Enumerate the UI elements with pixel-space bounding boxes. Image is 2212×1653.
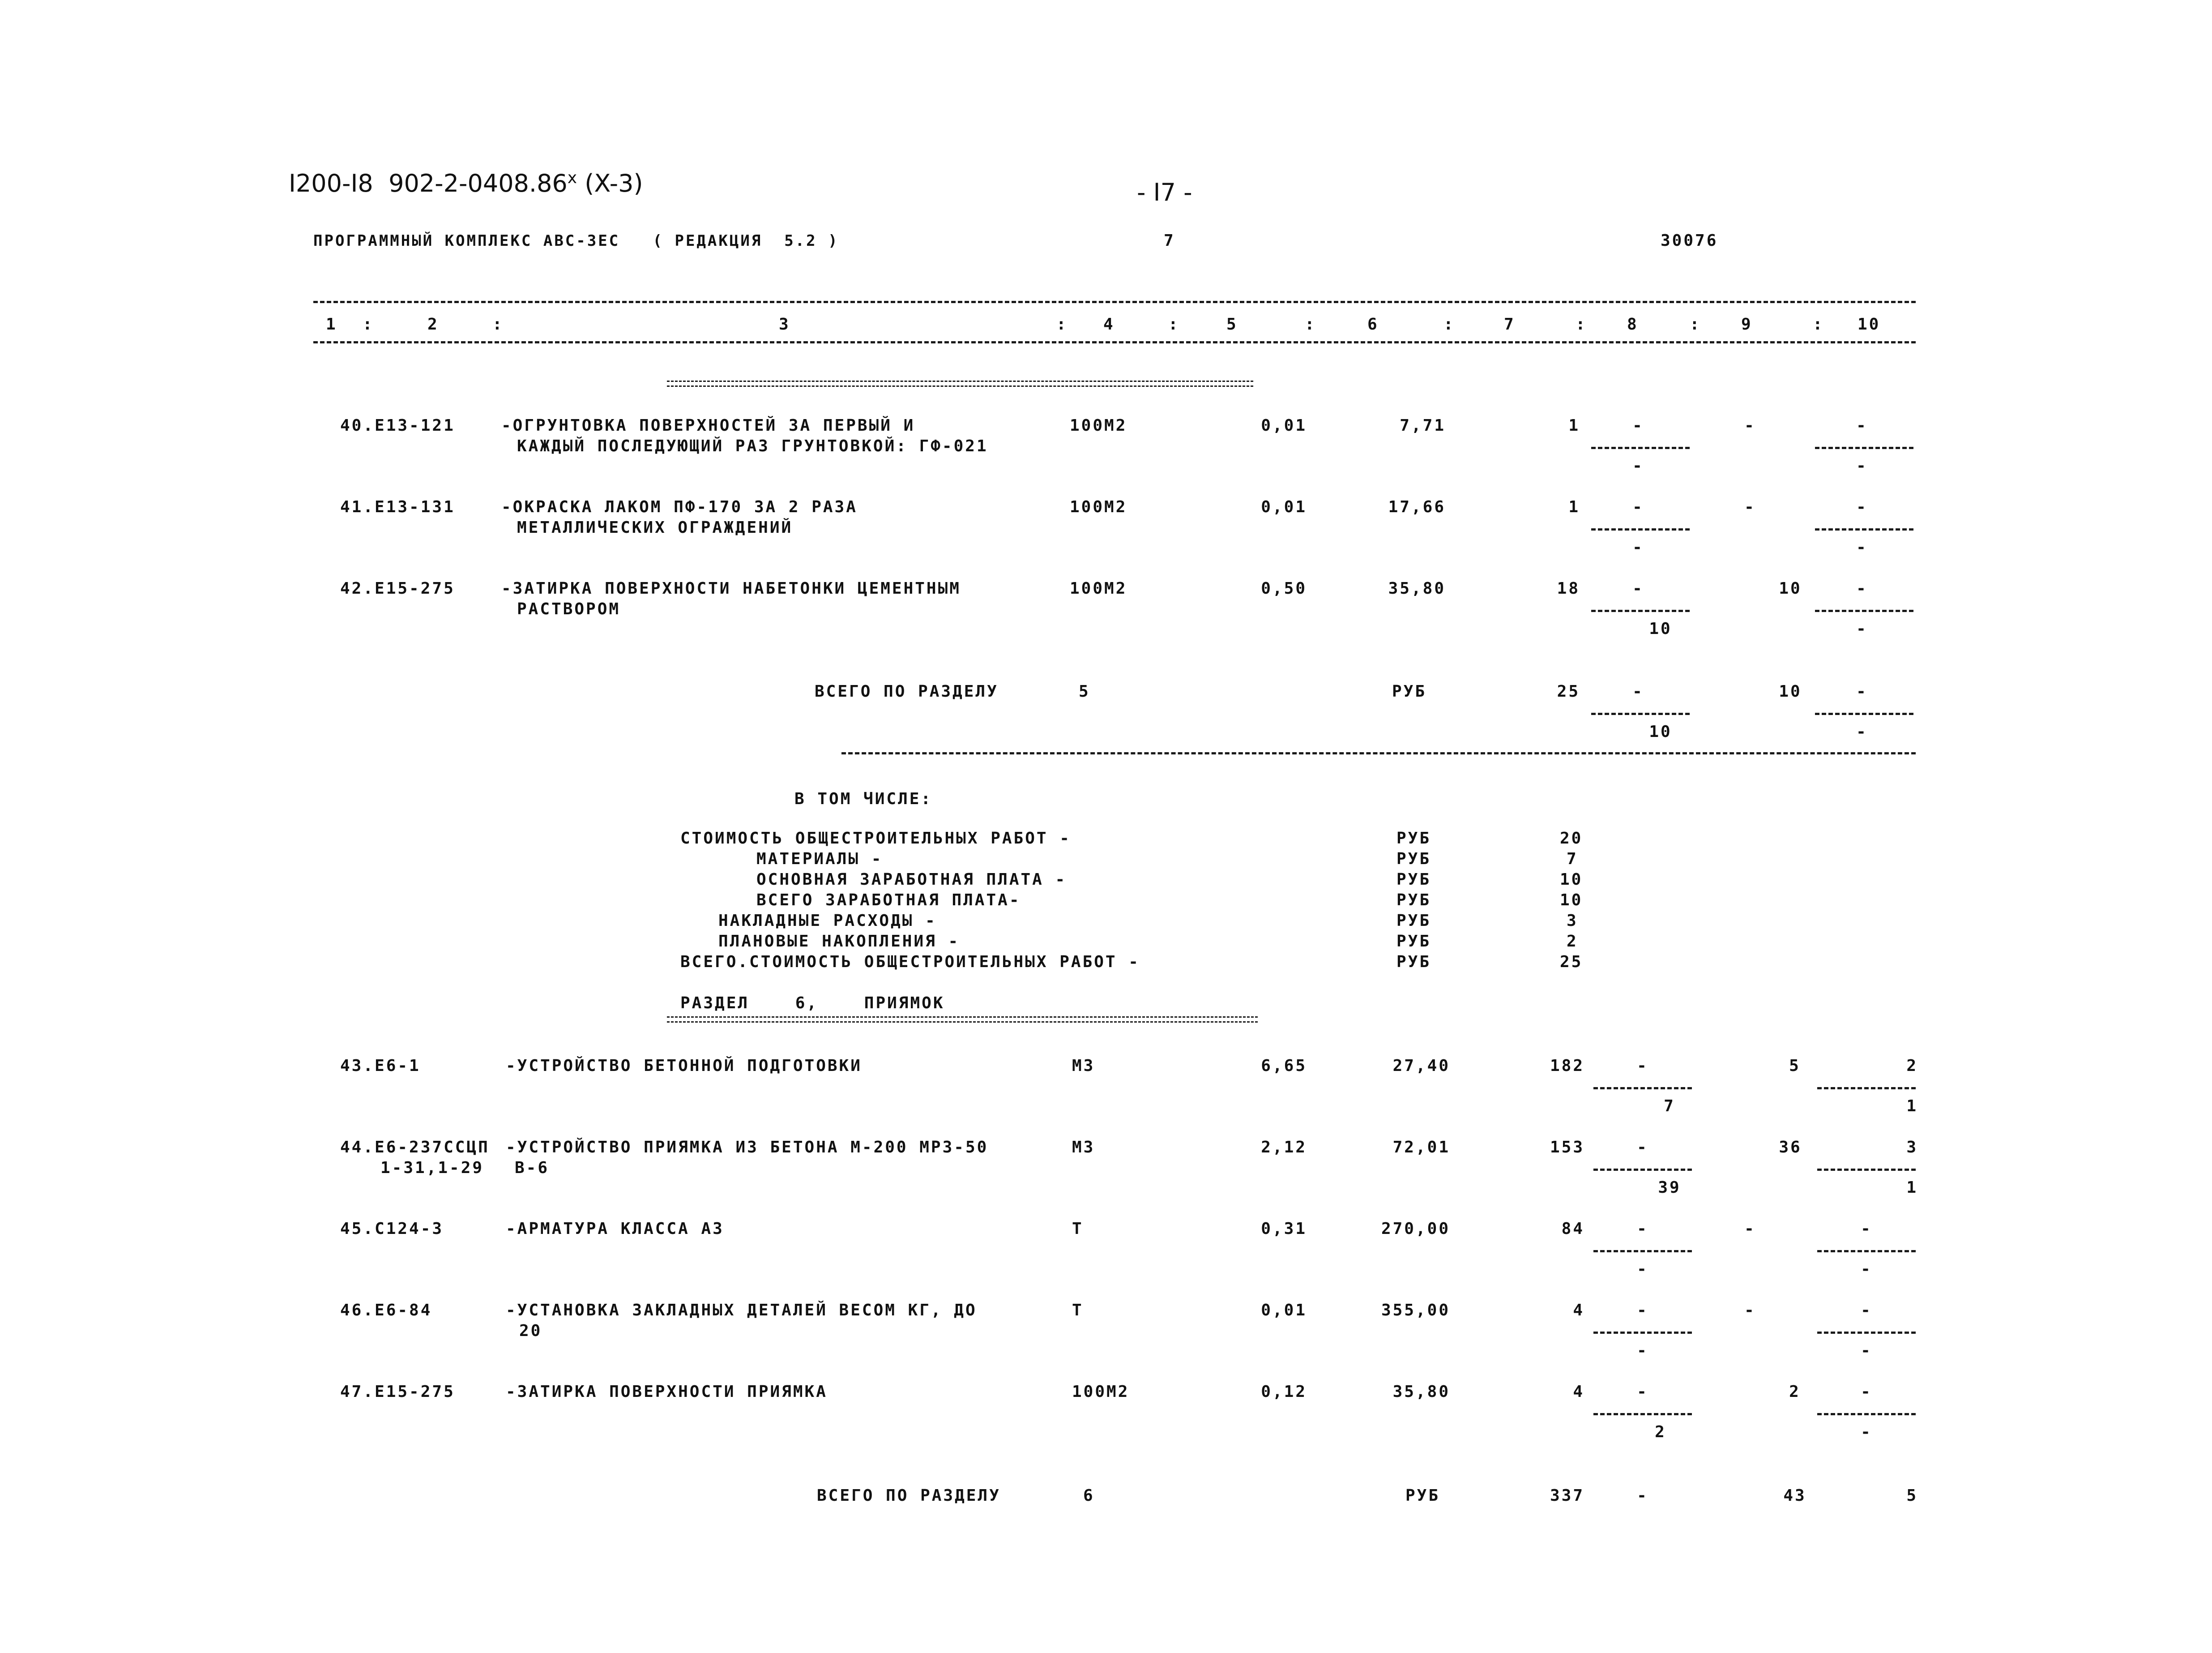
row-col10-top: - — [1856, 498, 1868, 516]
row-total: 84 — [1561, 1220, 1584, 1238]
row-unit-price: 7,71 — [1400, 416, 1446, 435]
breakdown-value: 25 — [1560, 953, 1583, 971]
row-col8-top: - — [1632, 498, 1644, 516]
section-total-col9: 43 — [1783, 1486, 1806, 1505]
section-heading: РАЗДЕЛ 6, ПРИЯМОК — [680, 994, 945, 1012]
row-unit-price: 270,00 — [1381, 1220, 1450, 1238]
row-col9: - — [1744, 416, 1756, 435]
column-separator: : — [1443, 315, 1455, 334]
row-col10-top: 3 — [1906, 1138, 1918, 1156]
row-description: -УСТАНОВКА ЗАКЛАДНЫХ ДЕТАЛЕЙ ВЕСОМ КГ, ДО — [506, 1301, 977, 1319]
row-quantity: 0,12 — [1261, 1383, 1307, 1401]
section-total-col8-top: - — [1632, 682, 1644, 701]
column-separator: : — [492, 315, 504, 334]
row-unit-price: 35,80 — [1392, 1383, 1450, 1401]
breakdown-label: ВСЕГО ЗАРАБОТНАЯ ПЛАТА- — [756, 891, 1021, 909]
row-unit: Т — [1072, 1220, 1084, 1238]
row-number: 46.Е6-84 — [340, 1301, 432, 1319]
breakdown-label: МАТЕРИАЛЫ - — [756, 850, 883, 868]
row-total: 18 — [1557, 579, 1580, 598]
row-col10-bottom: 1 — [1906, 1178, 1918, 1197]
row-unit: Т — [1072, 1301, 1084, 1319]
fraction-line — [1817, 1169, 1916, 1171]
row-total: 1 — [1568, 416, 1580, 435]
column-header-2: 2 — [427, 315, 439, 334]
document-reference — [289, 165, 643, 197]
breakdown-unit: РУБ — [1396, 870, 1431, 889]
row-col10-bottom: - — [1861, 1341, 1872, 1360]
row-total: 4 — [1573, 1301, 1584, 1319]
breakdown-unit: РУБ — [1396, 953, 1431, 971]
row-total: 182 — [1550, 1057, 1584, 1075]
row-quantity: 0,01 — [1261, 498, 1307, 516]
fraction-line — [1815, 610, 1913, 612]
breakdown-value: 2 — [1567, 932, 1578, 951]
column-header-10: 10 — [1858, 315, 1881, 334]
row-description-continued: РАСТВОРОМ — [517, 600, 621, 618]
row-col8-bottom: - — [1637, 1341, 1648, 1360]
row-col8-top: - — [1637, 1138, 1648, 1156]
row-description-continued: КАЖДЫЙ ПОСЛЕДУЮЩИЙ РАЗ ГРУНТОВКОЙ: ГФ-021 — [517, 437, 988, 455]
breakdown-unit: РУБ — [1396, 829, 1431, 848]
row-col8-bottom: 10 — [1649, 620, 1672, 638]
row-col9: - — [1744, 498, 1756, 516]
section-separator — [667, 1016, 1258, 1023]
row-quantity: 0,01 — [1261, 416, 1307, 435]
section-total-col8-bottom: 10 — [1649, 723, 1672, 741]
breakdown-label: ПЛАНОВЫЕ НАКОПЛЕНИЯ - — [718, 932, 960, 951]
fraction-line — [1591, 610, 1690, 612]
section-total-col10: 5 — [1906, 1486, 1918, 1505]
page-number: - I7 - — [1137, 178, 1192, 206]
breakdown-unit: РУБ — [1396, 850, 1431, 868]
breakdown-unit: РУБ — [1396, 932, 1431, 951]
row-col10-top: - — [1856, 416, 1868, 435]
breakdown-unit: РУБ — [1396, 891, 1431, 909]
breakdown-unit: РУБ — [1396, 912, 1431, 930]
breakdown-value: 10 — [1560, 870, 1583, 889]
section-total-label: ВСЕГО ПО РАЗДЕЛУ — [815, 682, 999, 701]
fraction-line — [1591, 713, 1690, 715]
row-col9: - — [1744, 1220, 1756, 1238]
section-total-label: ВСЕГО ПО РАЗДЕЛУ — [817, 1486, 1001, 1505]
column-header-7: 7 — [1504, 315, 1516, 334]
row-col9: 36 — [1779, 1138, 1802, 1156]
row-quantity: 0,31 — [1261, 1220, 1307, 1238]
row-col8-top: - — [1632, 416, 1644, 435]
row-col8-bottom: - — [1632, 457, 1644, 475]
document-reference-superscript: x — [567, 169, 577, 187]
column-header-1: 1 — [326, 315, 337, 334]
column-separator: : — [1305, 315, 1316, 334]
fraction-line — [1593, 1169, 1692, 1171]
fraction-line — [1593, 1250, 1692, 1252]
row-unit-price: 35,80 — [1388, 579, 1446, 598]
row-col10-bottom: - — [1856, 457, 1868, 475]
fraction-line — [1591, 528, 1690, 531]
row-quantity: 6,65 — [1261, 1057, 1307, 1075]
row-number: 44.Е6-237ССЦП — [340, 1138, 490, 1156]
row-unit: 100М2 — [1070, 579, 1127, 598]
column-header-6: 6 — [1367, 315, 1379, 334]
fraction-line — [1591, 447, 1690, 449]
row-col8-top: - — [1637, 1301, 1648, 1319]
column-header-5: 5 — [1226, 315, 1238, 334]
row-col9: - — [1744, 1301, 1756, 1319]
row-total: 1 — [1568, 498, 1580, 516]
row-unit: М3 — [1072, 1057, 1095, 1075]
row-col10-bottom: 1 — [1906, 1097, 1918, 1115]
breakdown-label: СТОИМОСТЬ ОБЩЕСТРОИТЕЛЬНЫХ РАБОТ - — [680, 829, 1071, 848]
fraction-line — [1817, 1413, 1916, 1415]
row-quantity: 0,01 — [1261, 1301, 1307, 1319]
column-separator: : — [1168, 315, 1180, 334]
fraction-line — [1815, 528, 1913, 531]
section-total-number: 5 — [1079, 682, 1090, 701]
row-col8-bottom: - — [1632, 538, 1644, 557]
row-col8-bottom: 2 — [1655, 1423, 1666, 1441]
row-col8-top: - — [1637, 1057, 1648, 1075]
fraction-line — [1817, 1332, 1916, 1334]
column-header-8: 8 — [1627, 315, 1639, 334]
section-total-value: 337 — [1550, 1486, 1584, 1505]
section-total-unit: РУБ — [1392, 682, 1427, 701]
breakdown-value: 10 — [1560, 891, 1583, 909]
row-col10-top: - — [1861, 1383, 1872, 1401]
document-reference-suffix: (X-3) — [577, 169, 643, 197]
program-title: ПРОГРАММНЫЙ КОМПЛЕКС АВС-3ЕС ( РЕДАКЦИЯ 5.2 ) — [313, 232, 839, 250]
row-description: -УСТРОЙСТВО ПРИЯМКА ИЗ БЕТОНА М-200 МРЗ-50 — [506, 1138, 989, 1156]
fraction-line — [1817, 1250, 1916, 1252]
column-header-3: 3 — [779, 315, 790, 334]
fraction-line — [1815, 447, 1913, 449]
row-col9: 5 — [1789, 1057, 1801, 1075]
row-col10-bottom: - — [1861, 1423, 1872, 1441]
total-divider — [841, 752, 1916, 754]
row-unit-price: 27,40 — [1392, 1057, 1450, 1075]
row-col9: 2 — [1789, 1383, 1801, 1401]
row-number: 40.Е13-121 — [340, 416, 455, 435]
column-separator: : — [1813, 315, 1824, 334]
row-quantity: 2,12 — [1261, 1138, 1307, 1156]
row-quantity: 0,50 — [1261, 579, 1307, 598]
section-total-col8: - — [1637, 1486, 1648, 1505]
row-number: 45.С124-3 — [340, 1220, 444, 1238]
section-total-unit: РУБ — [1405, 1486, 1440, 1505]
breakdown-label: ВСЕГО.СТОИМОСТЬ ОБЩЕСТРОИТЕЛЬНЫХ РАБОТ - — [680, 953, 1140, 971]
section-total-col10-top: - — [1856, 682, 1868, 701]
column-header-4: 4 — [1103, 315, 1115, 334]
section-total-col9: 10 — [1779, 682, 1802, 701]
fraction-line — [1815, 713, 1913, 715]
breakdown-label: ОСНОВНАЯ ЗАРАБОТНАЯ ПЛАТА - — [756, 870, 1067, 889]
row-description: -УСТРОЙСТВО БЕТОННОЙ ПОДГОТОВКИ — [506, 1057, 862, 1075]
table-top-rule — [313, 301, 1916, 303]
row-col8-bottom: - — [1637, 1260, 1648, 1278]
fraction-line — [1593, 1087, 1692, 1089]
row-unit: 100М2 — [1070, 416, 1127, 435]
row-description-continued: 20 — [519, 1322, 542, 1340]
document-code: 30076 — [1661, 231, 1718, 250]
row-col8-bottom: 7 — [1664, 1097, 1675, 1115]
row-col9: 10 — [1779, 579, 1802, 598]
column-separator: : — [1690, 315, 1701, 334]
row-col10-bottom: - — [1861, 1260, 1872, 1278]
row-total: 4 — [1573, 1383, 1584, 1401]
row-col8-bottom: 39 — [1658, 1178, 1681, 1197]
column-header-9: 9 — [1741, 315, 1753, 334]
row-description: -ЗАТИРКА ПОВЕРХНОСТИ ПРИЯМКА — [506, 1383, 828, 1401]
row-col10-top: - — [1856, 579, 1868, 598]
row-description: -ЗАТИРКА ПОВЕРХНОСТИ НАБЕТОНКИ ЦЕМЕНТНЫМ — [501, 579, 961, 598]
row-number-continued: 1-31,1-29 — [380, 1159, 484, 1177]
row-number: 41.Е13-131 — [340, 498, 455, 516]
row-description-continued: МЕТАЛЛИЧЕСКИХ ОГРАЖДЕНИЙ — [517, 518, 793, 537]
row-description: -ОКРАСКА ЛАКОМ ПФ-170 ЗА 2 РАЗА — [501, 498, 858, 516]
row-col10-top: - — [1861, 1301, 1872, 1319]
fraction-line — [1593, 1413, 1692, 1415]
row-unit-price: 17,66 — [1388, 498, 1446, 516]
row-col10-bottom: - — [1856, 620, 1868, 638]
column-separator: : — [1056, 315, 1068, 334]
row-col8-top: - — [1637, 1383, 1648, 1401]
row-col10-top: 2 — [1906, 1057, 1918, 1075]
sheet-number: 7 — [1164, 231, 1175, 250]
row-unit-price: 72,01 — [1392, 1138, 1450, 1156]
section-total-col10-bottom: - — [1856, 723, 1868, 741]
column-separator: : — [1576, 315, 1587, 334]
row-unit-price: 355,00 — [1381, 1301, 1450, 1319]
fraction-line — [1593, 1332, 1692, 1334]
row-number: 42.Е15-275 — [340, 579, 455, 598]
breakdown-label: НАКЛАДНЫЕ РАСХОДЫ - — [718, 912, 937, 930]
row-unit: 100М2 — [1070, 498, 1127, 516]
row-col8-top: - — [1637, 1220, 1648, 1238]
section-total-value: 25 — [1557, 682, 1580, 701]
row-col10-top: - — [1861, 1220, 1872, 1238]
row-total: 153 — [1550, 1138, 1584, 1156]
row-description-continued: В-6 — [515, 1159, 550, 1177]
document-reference-code: I200-I8 902-2-0408.86 — [289, 169, 568, 197]
breakdown-value: 3 — [1567, 912, 1578, 930]
breakdown-title: В ТОМ ЧИСЛЕ: — [794, 790, 933, 808]
column-separator: : — [363, 315, 374, 334]
row-unit: М3 — [1072, 1138, 1095, 1156]
table-header-rule — [313, 341, 1916, 343]
fraction-line — [1817, 1087, 1916, 1089]
breakdown-value: 20 — [1560, 829, 1583, 848]
row-col8-top: - — [1632, 579, 1644, 598]
section-separator — [667, 381, 1253, 387]
row-col10-bottom: - — [1856, 538, 1868, 557]
row-number: 47.Е15-275 — [340, 1383, 455, 1401]
row-unit: 100М2 — [1072, 1383, 1130, 1401]
breakdown-value: 7 — [1567, 850, 1578, 868]
section-total-number: 6 — [1083, 1486, 1095, 1505]
row-number: 43.Е6-1 — [340, 1057, 421, 1075]
row-description: -АРМАТУРА КЛАССА А3 — [506, 1220, 724, 1238]
row-description: -ОГРУНТОВКА ПОВЕРХНОСТЕЙ ЗА ПЕРВЫЙ И — [501, 416, 915, 435]
